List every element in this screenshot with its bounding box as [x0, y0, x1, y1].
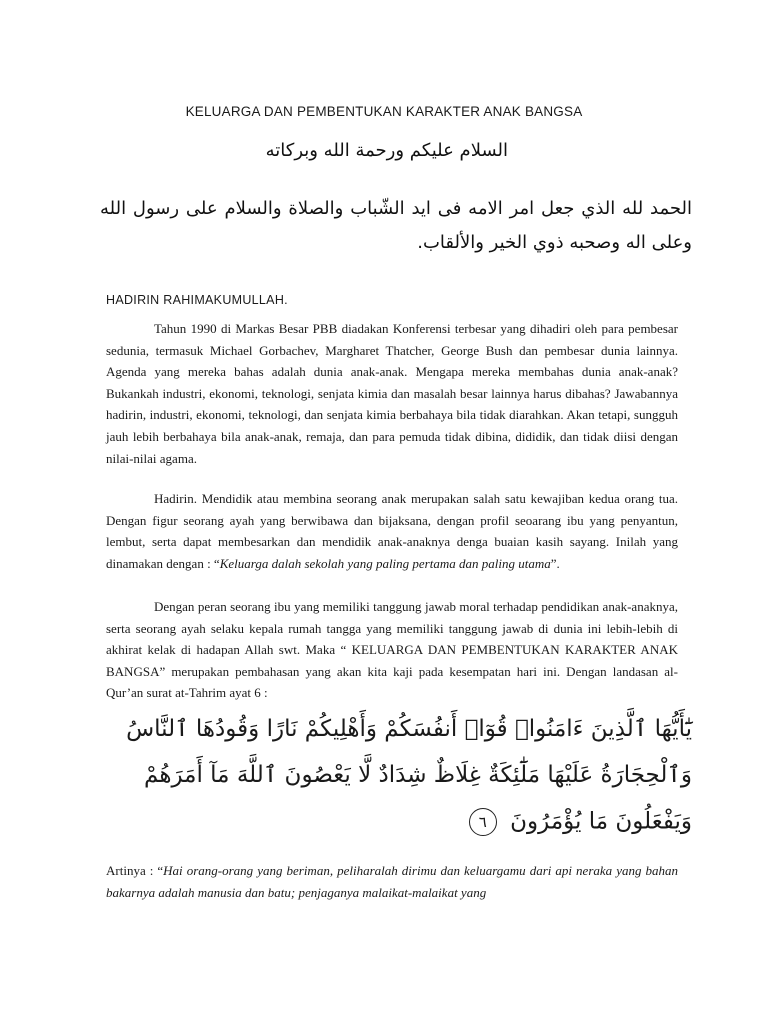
- paragraph-2-quote: Keluarga dalah sekolah yang paling pertama dan paling utama: [219, 555, 551, 571]
- document-title: KELUARGA DAN PEMBENTUKAN KARAKTER ANAK BANGSA: [185, 104, 583, 119]
- translation-label: Artinya : “: [106, 863, 164, 878]
- translation-paragraph: [106, 860, 678, 904]
- paragraph-2: [106, 488, 678, 574]
- paragraph-3: Dengan peran seorang ibu yang memiliki tanggung jawab moral terhadap pendidikan anak-anaknya, serta seorang ayah selaku kepala rumah tangga yang memiliki tanggung jawab di dunia ini lebih-lebih di akhirat kelak di hadapan Allah swt. Maka “ KELUARGA DAN PEMBENTUKAN KARAKTER ANAK BANGSA” merupakan pembahasan yang akan kita kaji pada kesempatan hari ini. Dengan landasan al-Qur’an surat at-Tahrim ayat 6 :: [106, 599, 678, 701]
- quran-verse-line-3-text: وَيَفْعَلُونَ مَا يُؤْمَرُونَ: [510, 808, 692, 835]
- paragraph-2-text: Hadirin. Mendidik atau membina seorang anak merupakan salah satu kewajiban kedua orang tua. Dengan figur seorang ayah yang berwibawa dan bijaksana, dengan profil seoarang ibu yang penyantun, lembut, serta dapat membesarkan dan mendidik anak-anaknya denga buaian kasih sayang. Inilah yang dinamakan dengan : “: [106, 491, 678, 571]
- paragraph-2-end: ”.: [550, 555, 560, 571]
- arabic-salam: السلام عليكم ورحمة الله وبركاته: [265, 140, 508, 161]
- translation-text: Hai orang-orang yang beriman, peliharalah dirimu dan keluargamu dari api neraka yang bahan bakarnya adalah manusia dan batu; penjaganya malaikat-malaikat yang: [106, 863, 679, 900]
- paragraph-1: Tahun 1990 di Markas Besar PBB diadakan Konferensi terbesar yang dihadiri oleh para pembesar sedunia, termasuk Michael Gorbachev, Margharet Thatcher, George Bush dan pembesar dunia lainnya. Agenda yang mereka bahas adalah dunia anak-anak. Mengapa mereka membahas dunia anak-anak? Bukankah industri, ekonomi, teknologi, senjata kimia dan masalah besar lainnya harus dibahas? Jawabannya hadirin, industri, ekonomi, teknologi, dan senjata kimia berbahaya bila tidak diarahkan. Akan tetapi, sungguh jauh lebih berbahaya bila anak-anak, remaja, dan para pemuda tidak dibina, dididik, dan tidak diisi dengan nilai-nilai agama.: [106, 321, 678, 466]
- quran-verse-line-1: يَٰٓأَيُّهَا ٱلَّذِينَ ءَامَنُوا۟ قُوٓا۟ أَنفُسَكُمْ وَأَهْلِيكُمْ نَارًا وَقُودُهَا ٱلنَّاسُ: [126, 716, 692, 742]
- quran-verse-line-3: [392, 808, 692, 836]
- quran-verse-line-2: وَٱلْحِجَارَةُ عَلَيْهَا مَلَٰٓئِكَةٌ غِلَاظٌ شِدَادٌ لَّا يَعْصُونَ ٱللَّهَ مَآ أَمَرَهُمْ: [144, 762, 692, 788]
- arabic-hamdalah-line-2: وعلى اله وصحبه ذوي الخير والألقاب.: [417, 232, 692, 253]
- arabic-hamdalah-line-1: الحمد لله الذي جعل امر الامه فى ايد الشّباب والصلاة والسلام على رسول الله: [100, 198, 692, 219]
- greeting-heading: HADIRIN RAHIMAKUMULLAH.: [106, 293, 288, 307]
- ayah-number-marker: ٦: [469, 808, 497, 836]
